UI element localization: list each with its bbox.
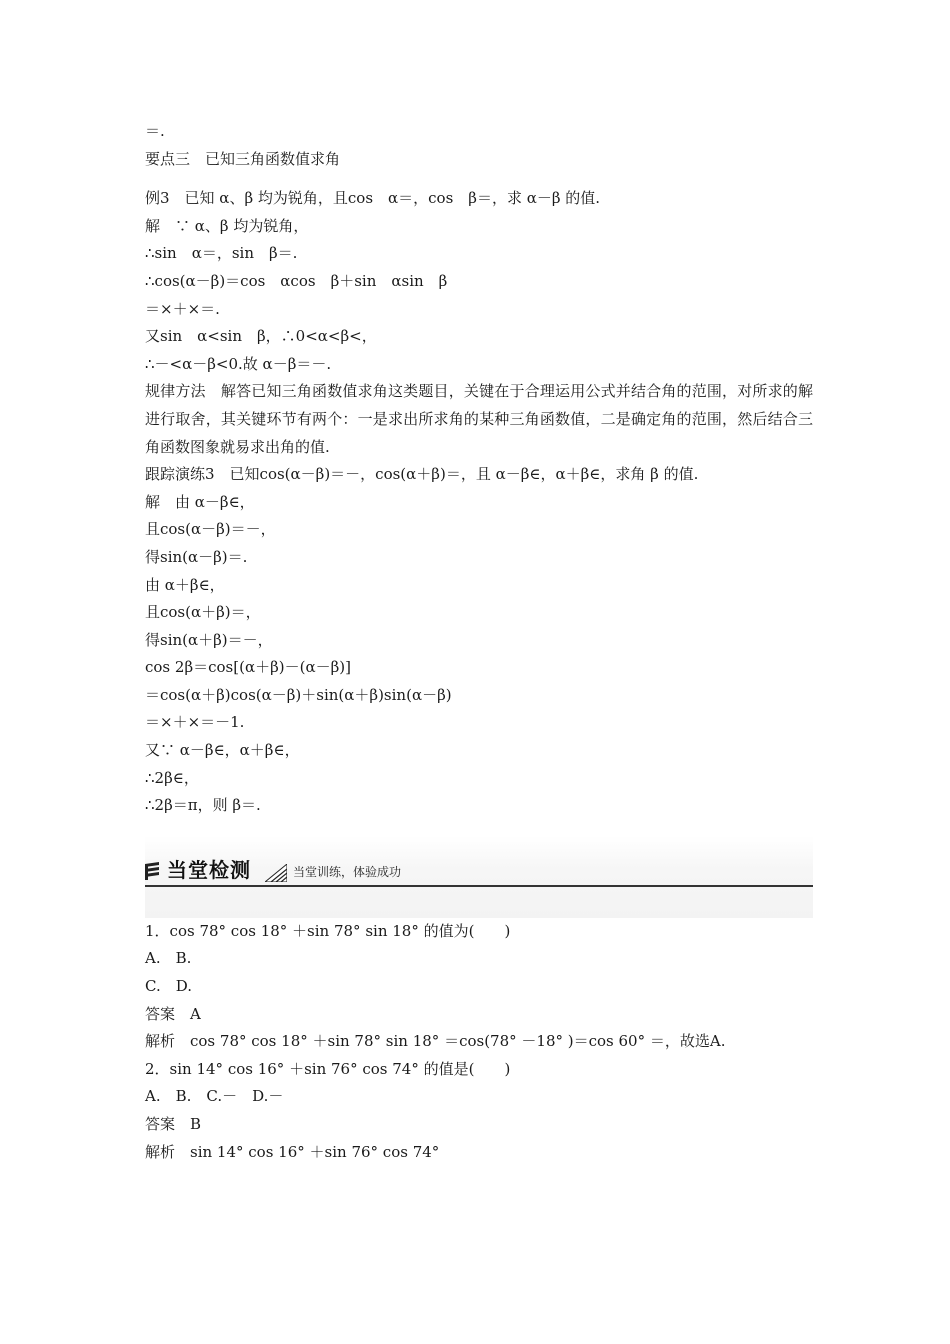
text-line: ∴cos(α－β)＝cos αcos β＋sin αsin β (145, 271, 448, 290)
text-line: ∴2β＝π，则 β＝. (145, 796, 261, 815)
section-banner (145, 836, 813, 918)
text-line: ＝×＋×＝. (145, 299, 220, 318)
method-paragraph: 规律方法 解答已知三角函数值求角这类题目，关键在于合理运用公式并结合角的范围，对所求的解进行取舍，其关键环节有两个：一是求出所求角的某种三角函数值，二是确定角的范围，然后结合三角函数图象就易求出角的值. (145, 382, 813, 456)
section-divider (145, 885, 813, 887)
key-point-heading: 要点三 已知三角函数值求角 (145, 149, 341, 168)
question-1-answer: 答案 A (145, 1004, 201, 1023)
question-1-options-cd: C. D. (145, 977, 192, 996)
section-title: 当堂检测 (167, 857, 251, 882)
text-line: 且cos(α－β)＝－， (145, 520, 276, 539)
text-line: ＝. (145, 122, 165, 140)
text-line: 且cos(α＋β)＝， (145, 603, 261, 622)
text-line: 解 由 α－β∈， (145, 492, 255, 511)
section-subtitle: 当堂训练，体验成功 (293, 864, 402, 879)
stripes-icon (145, 862, 159, 880)
text-line: 由 α＋β∈， (145, 575, 225, 594)
question-2-answer: 答案 B (145, 1115, 202, 1133)
text-line: ∴－<α－β<0.故 α－β＝－. (145, 354, 332, 373)
text-line: ＝cos(α＋β)cos(α－β)＋sin(α＋β)sin(α－β) (145, 685, 452, 704)
spacer (145, 173, 813, 185)
question-2-options: A. B. C.－ D.－ (145, 1087, 284, 1106)
text-line: 得sin(α－β)＝. (145, 547, 248, 566)
document-page (145, 118, 813, 1166)
text-line: ＝×＋×＝－1. (145, 713, 245, 732)
question-1: 1．cos 78° cos 18° ＋sin 78° sin 18° 的值为( ) (145, 921, 511, 940)
practice-paragraph: 跟踪演练3 已知cos(α－β)＝－，cos(α＋β)＝，且 α－β∈，α＋β∈，求角 β 的值. (145, 465, 699, 484)
question-1-analysis: 解析 cos 78° cos 18° ＋sin 78° sin 18° ＝cos(78° －18° )＝cos 60° ＝，故选A. (145, 1032, 726, 1051)
text-line: 得sin(α＋β)＝－， (145, 630, 273, 649)
text-line: 又sin α<sin β，∴0<α<β<， (145, 327, 377, 346)
example-statement: 例3 已知 α、β 均为锐角，且cos α＝，cos β＝，求 α－β 的值. (145, 189, 601, 208)
text-line: 又∵ α－β∈，α＋β∈， (145, 741, 300, 760)
text-line: 解 ∵ α、β 均为锐角， (145, 216, 309, 235)
question-2: 2．sin 14° cos 16° ＋sin 76° cos 74° 的值是( ) (145, 1059, 511, 1078)
section-header (145, 858, 813, 884)
question-2-analysis: 解析 sin 14° cos 16° ＋sin 76° cos 74° (145, 1142, 440, 1161)
text-line: cos 2β＝cos[(α＋β)－(α－β)] (145, 658, 351, 677)
text-line: ∴2β∈， (145, 768, 199, 787)
text-line: ∴sin α＝，sin β＝. (145, 244, 298, 263)
question-1-options-ab: A. B. (145, 949, 192, 968)
triangle-stripes-icon (265, 864, 287, 882)
